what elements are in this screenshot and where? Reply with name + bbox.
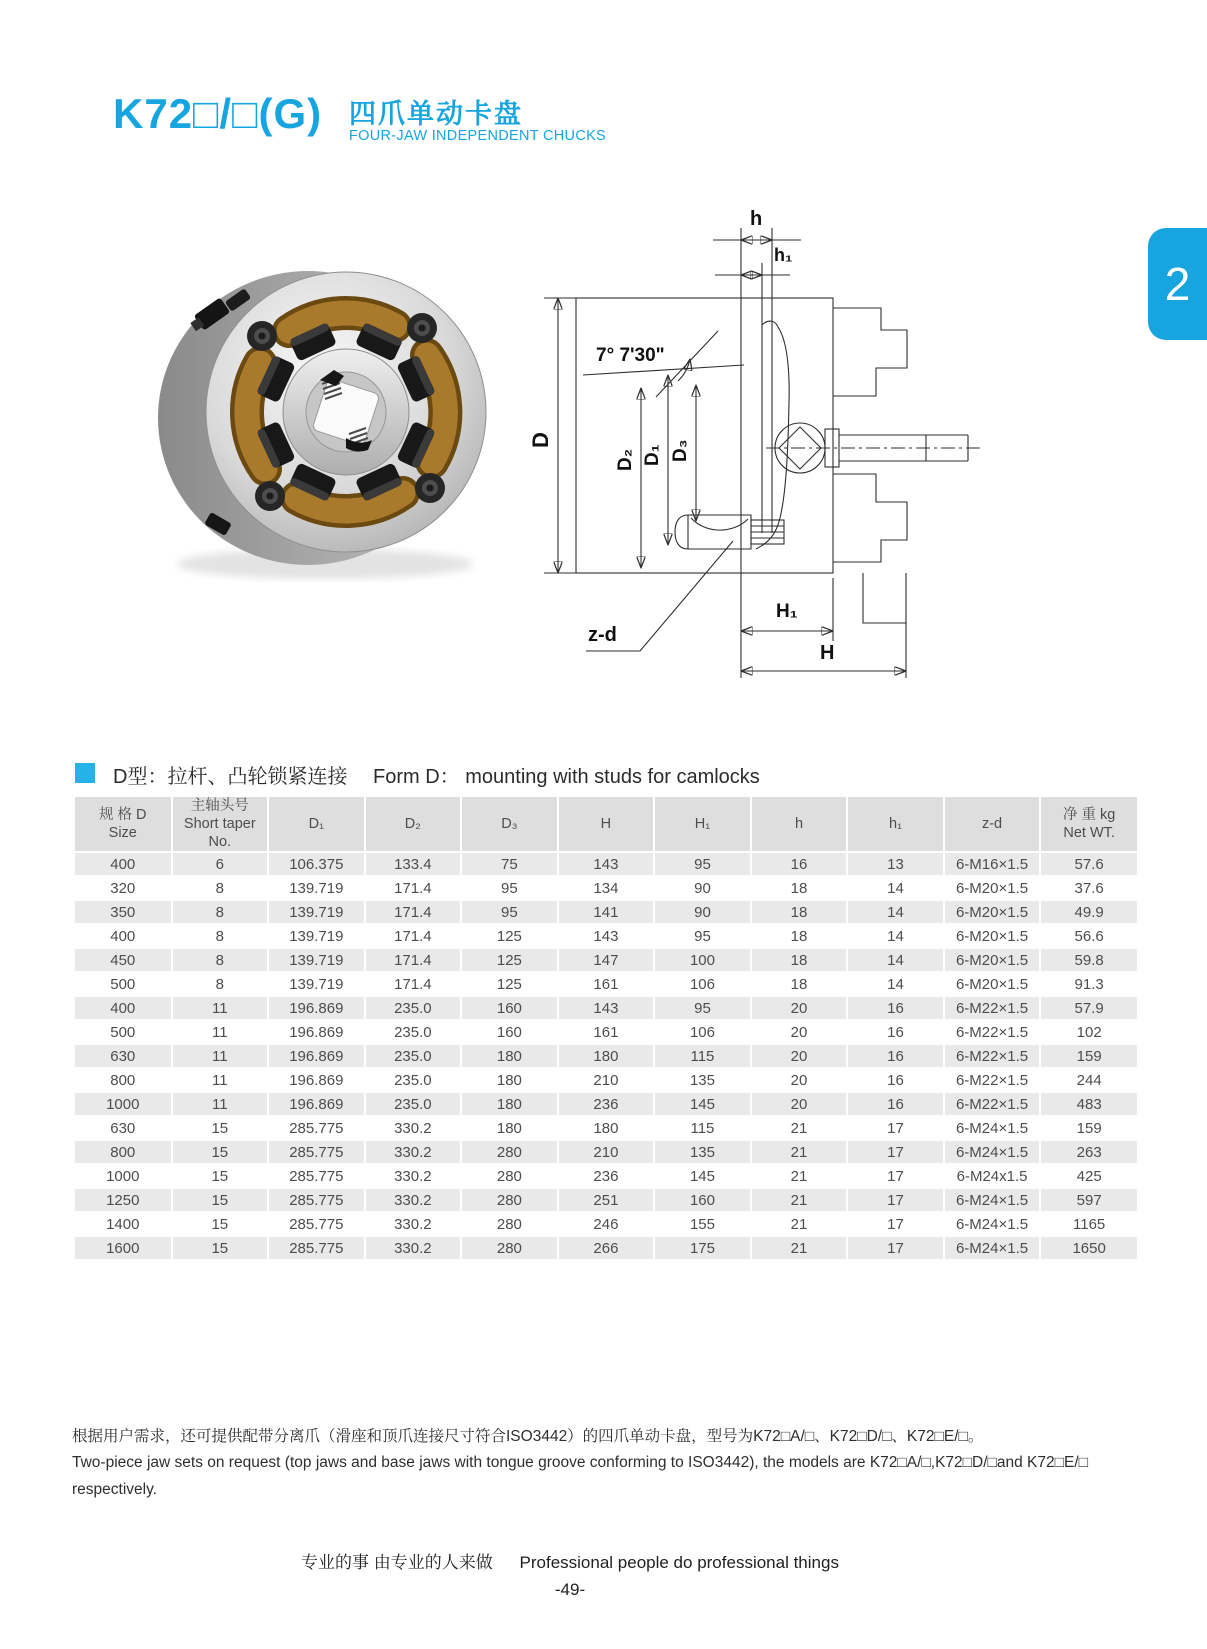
table-cell: 180 xyxy=(558,1044,655,1068)
table-cell: 800 xyxy=(75,1140,172,1164)
footnotes xyxy=(72,1424,1152,1503)
table-cell: 17 xyxy=(847,1212,944,1236)
table-cell: 6 xyxy=(172,852,269,876)
model-code: K72□/□(G) xyxy=(113,90,323,137)
table-cell: 143 xyxy=(558,996,655,1020)
table-cell: 6-M20×1.5 xyxy=(944,972,1041,996)
table-cell: 6-M22×1.5 xyxy=(944,1092,1041,1116)
technical-drawing xyxy=(528,183,988,683)
table-cell: 171.4 xyxy=(365,876,462,900)
table-cell: 236 xyxy=(558,1092,655,1116)
table-cell: 16 xyxy=(751,852,848,876)
table-cell: 8 xyxy=(172,948,269,972)
table-cell: 6-M22×1.5 xyxy=(944,1020,1041,1044)
table-cell: 95 xyxy=(654,924,751,948)
table-cell: 597 xyxy=(1040,1188,1137,1212)
table-cell: 18 xyxy=(751,972,848,996)
table-cell: 75 xyxy=(461,852,558,876)
table-cell: 483 xyxy=(1040,1092,1137,1116)
table-cell: 20 xyxy=(751,996,848,1020)
table-row xyxy=(75,1212,1137,1236)
table-cell: 14 xyxy=(847,924,944,948)
page-number: -49- xyxy=(554,1580,586,1599)
table-cell: 159 xyxy=(1040,1116,1137,1140)
table-cell: 280 xyxy=(461,1164,558,1188)
table-cell: 17 xyxy=(847,1188,944,1212)
table-cell: 21 xyxy=(751,1212,848,1236)
table-cell: 17 xyxy=(847,1236,944,1259)
table-cell: 125 xyxy=(461,972,558,996)
table-cell: 235.0 xyxy=(365,1044,462,1068)
table-cell: 11 xyxy=(172,1068,269,1092)
table-cell: 6-M24×1.5 xyxy=(944,1236,1041,1259)
table-cell: 251 xyxy=(558,1188,655,1212)
table-cell: 1250 xyxy=(75,1188,172,1212)
table-cell: 59.8 xyxy=(1040,948,1137,972)
table-cell: 236 xyxy=(558,1164,655,1188)
table-cell: 20 xyxy=(751,1068,848,1092)
dim-label-D2: D₂ xyxy=(615,448,636,471)
page-title-english: FOUR-JAW INDEPENDENT CHUCKS xyxy=(349,128,607,144)
table-cell: 102 xyxy=(1040,1020,1137,1044)
table-cell: 134 xyxy=(558,876,655,900)
footnote-chinese: 根据用户需求，还可提供配带分离爪（滑座和顶爪连接尺寸符合ISO3442）的四爪单动卡盘，型号为K72□A/□、K72□D/□、K72□E/□。 xyxy=(72,1428,984,1445)
table-cell: 330.2 xyxy=(365,1188,462,1212)
table-cell: 180 xyxy=(461,1068,558,1092)
table-cell: 21 xyxy=(751,1236,848,1259)
table-cell: 155 xyxy=(654,1212,751,1236)
table-cell: 18 xyxy=(751,948,848,972)
table-cell: 320 xyxy=(75,876,172,900)
spec-table xyxy=(75,797,1137,1259)
table-cell: 285.775 xyxy=(268,1164,365,1188)
dim-label-H: H xyxy=(820,642,835,664)
table-cell: 6-M20×1.5 xyxy=(944,948,1041,972)
table-cell: 400 xyxy=(75,924,172,948)
table-cell: 139.719 xyxy=(268,900,365,924)
table-cell: 246 xyxy=(558,1212,655,1236)
table-cell: 263 xyxy=(1040,1140,1137,1164)
table-row xyxy=(75,1140,1137,1164)
table-cell: 6-M22×1.5 xyxy=(944,1044,1041,1068)
table-cell: 1000 xyxy=(75,1092,172,1116)
table-cell: 1600 xyxy=(75,1236,172,1259)
table-cell: 160 xyxy=(461,996,558,1020)
section-bullet-square xyxy=(75,763,95,783)
table-cell: 280 xyxy=(461,1140,558,1164)
table-cell: 6-M20×1.5 xyxy=(944,924,1041,948)
column-header: D₁ xyxy=(268,797,365,852)
table-cell: 56.6 xyxy=(1040,924,1137,948)
table-cell: 6-M22×1.5 xyxy=(944,1068,1041,1092)
cam-profile xyxy=(756,321,789,549)
table-cell: 161 xyxy=(558,972,655,996)
table-row xyxy=(75,972,1137,996)
table-cell: 6-M16×1.5 xyxy=(944,852,1041,876)
table-cell: 8 xyxy=(172,876,269,900)
table-row xyxy=(75,900,1137,924)
table-cell: 16 xyxy=(847,1044,944,1068)
table-cell: 8 xyxy=(172,900,269,924)
table-cell: 171.4 xyxy=(365,900,462,924)
table-cell: 6-M20×1.5 xyxy=(944,900,1041,924)
footer-slogan xyxy=(0,1548,1140,1573)
table-cell: 159 xyxy=(1040,1044,1137,1068)
table-cell: 18 xyxy=(751,924,848,948)
table-cell: 235.0 xyxy=(365,1092,462,1116)
spec-table-body xyxy=(75,852,1137,1259)
dim-label-D: D xyxy=(528,432,553,448)
table-cell: 161 xyxy=(558,1020,655,1044)
table-cell: 141 xyxy=(558,900,655,924)
bottom-jaw-outline xyxy=(833,474,907,562)
table-cell: 266 xyxy=(558,1236,655,1259)
table-cell: 17 xyxy=(847,1140,944,1164)
table-cell: 800 xyxy=(75,1068,172,1092)
table-cell: 280 xyxy=(461,1188,558,1212)
table-cell: 160 xyxy=(654,1188,751,1212)
table-cell: 145 xyxy=(654,1092,751,1116)
table-cell: 21 xyxy=(751,1164,848,1188)
table-cell: 15 xyxy=(172,1116,269,1140)
table-cell: 21 xyxy=(751,1140,848,1164)
footer-slogan-chinese: 专业的事 由专业的人来做 xyxy=(301,1553,493,1572)
table-cell: 180 xyxy=(558,1116,655,1140)
table-cell: 115 xyxy=(654,1116,751,1140)
table-cell: 15 xyxy=(172,1140,269,1164)
table-cell: 196.869 xyxy=(268,1044,365,1068)
chapter-tab-number: 2 xyxy=(1164,258,1191,310)
column-header: z-d xyxy=(944,797,1041,852)
dim-label-angle: 7° 7'30" xyxy=(596,345,665,366)
table-cell: 330.2 xyxy=(365,1236,462,1259)
table-cell: 330.2 xyxy=(365,1212,462,1236)
table-cell: 330.2 xyxy=(365,1164,462,1188)
table-cell: 280 xyxy=(461,1212,558,1236)
table-cell: 139.719 xyxy=(268,948,365,972)
table-cell: 6-M24×1.5 xyxy=(944,1212,1041,1236)
table-row xyxy=(75,1116,1137,1140)
table-cell: 285.775 xyxy=(268,1212,365,1236)
table-cell: 49.9 xyxy=(1040,900,1137,924)
table-cell: 175 xyxy=(654,1236,751,1259)
table-cell: 106 xyxy=(654,972,751,996)
table-cell: 13 xyxy=(847,852,944,876)
table-cell: 106 xyxy=(654,1020,751,1044)
table-cell: 100 xyxy=(654,948,751,972)
table-cell: 18 xyxy=(751,900,848,924)
lower-jaw-block xyxy=(863,573,906,623)
table-cell: 400 xyxy=(75,996,172,1020)
table-cell: 20 xyxy=(751,1044,848,1068)
column-header: h xyxy=(751,797,848,852)
table-cell: 450 xyxy=(75,948,172,972)
table-cell: 210 xyxy=(558,1140,655,1164)
table-cell: 285.775 xyxy=(268,1236,365,1259)
table-cell: 160 xyxy=(461,1020,558,1044)
table-row xyxy=(75,1188,1137,1212)
section-title-chinese: D型：拉杆、凸轮锁紧连接 xyxy=(113,766,348,788)
spec-table-container xyxy=(75,797,1137,1259)
table-row xyxy=(75,924,1137,948)
table-cell: 180 xyxy=(461,1092,558,1116)
table-cell: 90 xyxy=(654,900,751,924)
column-header: 主轴头号 Short taper No. xyxy=(172,797,269,852)
footer-slogan-english: Professional people do professional things xyxy=(519,1553,839,1572)
table-cell: 95 xyxy=(654,996,751,1020)
column-header: H xyxy=(558,797,655,852)
table-cell: 425 xyxy=(1040,1164,1137,1188)
table-cell: 14 xyxy=(847,948,944,972)
table-cell: 500 xyxy=(75,972,172,996)
table-row xyxy=(75,1164,1137,1188)
table-cell: 210 xyxy=(558,1068,655,1092)
table-row xyxy=(75,996,1137,1020)
dim-label-H1: H₁ xyxy=(776,601,798,622)
table-row xyxy=(75,1068,1137,1092)
table-cell: 350 xyxy=(75,900,172,924)
table-cell: 17 xyxy=(847,1164,944,1188)
table-cell: 180 xyxy=(461,1044,558,1068)
table-cell: 15 xyxy=(172,1188,269,1212)
table-cell: 280 xyxy=(461,1236,558,1259)
table-cell: 1165 xyxy=(1040,1212,1137,1236)
table-cell: 143 xyxy=(558,924,655,948)
table-cell: 11 xyxy=(172,1044,269,1068)
table-cell: 135 xyxy=(654,1140,751,1164)
table-cell: 630 xyxy=(75,1044,172,1068)
table-cell: 15 xyxy=(172,1236,269,1259)
table-cell: 235.0 xyxy=(365,996,462,1020)
table-cell: 20 xyxy=(751,1020,848,1044)
cam-square-drive xyxy=(766,423,983,473)
chapter-tab xyxy=(1148,228,1207,340)
stud-outline xyxy=(675,515,784,549)
table-cell: 330.2 xyxy=(365,1140,462,1164)
table-row xyxy=(75,1044,1137,1068)
table-cell: 37.6 xyxy=(1040,876,1137,900)
table-cell: 8 xyxy=(172,924,269,948)
table-cell: 90 xyxy=(654,876,751,900)
table-cell: 145 xyxy=(654,1164,751,1188)
table-cell: 135 xyxy=(654,1068,751,1092)
page-title-chinese: 四爪单动卡盘 xyxy=(349,99,523,129)
table-cell: 1000 xyxy=(75,1164,172,1188)
table-cell: 17 xyxy=(847,1116,944,1140)
table-row xyxy=(75,852,1137,876)
table-cell: 95 xyxy=(654,852,751,876)
column-header: 净 重 kg Net WT. xyxy=(1040,797,1137,852)
table-cell: 330.2 xyxy=(365,1116,462,1140)
footnote-english: Two-piece jaw sets on request (top jaws and base jaws with tongue groove conforming to ISO3442), the models are K72□A/□,K72□D/□and K72□E/□ respectively. xyxy=(72,1454,1088,1498)
table-cell: 21 xyxy=(751,1188,848,1212)
dim-label-h: h xyxy=(750,208,763,230)
table-row xyxy=(75,1236,1137,1259)
table-cell: 8 xyxy=(172,972,269,996)
table-cell: 16 xyxy=(847,1068,944,1092)
product-photo xyxy=(150,252,505,597)
table-cell: 1400 xyxy=(75,1212,172,1236)
table-cell: 14 xyxy=(847,876,944,900)
dim-label-zd: z-d xyxy=(588,624,617,646)
table-cell: 125 xyxy=(461,924,558,948)
table-cell: 196.869 xyxy=(268,1068,365,1092)
dim-label-h1: h₁ xyxy=(774,245,793,265)
table-cell: 6-M24×1.5 xyxy=(944,1116,1041,1140)
table-cell: 14 xyxy=(847,900,944,924)
table-row xyxy=(75,876,1137,900)
table-row xyxy=(75,1092,1137,1116)
table-cell: 16 xyxy=(847,1092,944,1116)
column-header: h₁ xyxy=(847,797,944,852)
top-jaw-outline xyxy=(833,308,907,396)
table-cell: 125 xyxy=(461,948,558,972)
table-cell: 6-M24x1.5 xyxy=(944,1164,1041,1188)
table-cell: 180 xyxy=(461,1116,558,1140)
table-cell: 500 xyxy=(75,1020,172,1044)
table-row xyxy=(75,1020,1137,1044)
table-cell: 14 xyxy=(847,972,944,996)
table-cell: 235.0 xyxy=(365,1020,462,1044)
table-cell: 11 xyxy=(172,996,269,1020)
table-cell: 6-M24×1.5 xyxy=(944,1188,1041,1212)
table-cell: 400 xyxy=(75,852,172,876)
column-header: H₁ xyxy=(654,797,751,852)
table-cell: 147 xyxy=(558,948,655,972)
table-cell: 15 xyxy=(172,1212,269,1236)
table-cell: 6-M22×1.5 xyxy=(944,996,1041,1020)
table-cell: 171.4 xyxy=(365,924,462,948)
table-cell: 285.775 xyxy=(268,1116,365,1140)
column-header: D₃ xyxy=(461,797,558,852)
table-cell: 95 xyxy=(461,900,558,924)
table-cell: 139.719 xyxy=(268,924,365,948)
table-cell: 6-M20×1.5 xyxy=(944,876,1041,900)
table-cell: 1650 xyxy=(1040,1236,1137,1259)
table-cell: 285.775 xyxy=(268,1140,365,1164)
table-cell: 106.375 xyxy=(268,852,365,876)
table-cell: 16 xyxy=(847,996,944,1020)
table-cell: 95 xyxy=(461,876,558,900)
table-cell: 15 xyxy=(172,1164,269,1188)
table-cell: 196.869 xyxy=(268,1092,365,1116)
dim-label-D3: D₃ xyxy=(670,439,691,462)
column-header: D₂ xyxy=(365,797,462,852)
column-header: 规 格 D Size xyxy=(75,797,172,852)
table-cell: 171.4 xyxy=(365,948,462,972)
section-title xyxy=(113,760,760,789)
table-cell: 630 xyxy=(75,1116,172,1140)
section-title-english: Form D： mounting with studs for camlocks xyxy=(373,766,760,788)
table-cell: 139.719 xyxy=(268,876,365,900)
table-cell: 11 xyxy=(172,1020,269,1044)
table-cell: 143 xyxy=(558,852,655,876)
table-cell: 11 xyxy=(172,1092,269,1116)
dim-label-D1: D₁ xyxy=(642,444,663,466)
table-cell: 139.719 xyxy=(268,972,365,996)
table-cell: 20 xyxy=(751,1092,848,1116)
table-cell: 196.869 xyxy=(268,1020,365,1044)
table-cell: 21 xyxy=(751,1116,848,1140)
table-cell: 16 xyxy=(847,1020,944,1044)
table-row xyxy=(75,948,1137,972)
table-cell: 6-M24×1.5 xyxy=(944,1140,1041,1164)
table-cell: 91.3 xyxy=(1040,972,1137,996)
taper-angle-annotation xyxy=(583,331,744,397)
chuck-body-outline xyxy=(576,298,833,573)
table-cell: 171.4 xyxy=(365,972,462,996)
table-cell: 235.0 xyxy=(365,1068,462,1092)
table-cell: 57.6 xyxy=(1040,852,1137,876)
table-cell: 18 xyxy=(751,876,848,900)
table-cell: 133.4 xyxy=(365,852,462,876)
table-cell: 244 xyxy=(1040,1068,1137,1092)
table-cell: 285.775 xyxy=(268,1188,365,1212)
spec-table-head-row xyxy=(75,797,1137,852)
table-cell: 57.9 xyxy=(1040,996,1137,1020)
table-cell: 196.869 xyxy=(268,996,365,1020)
table-cell: 115 xyxy=(654,1044,751,1068)
